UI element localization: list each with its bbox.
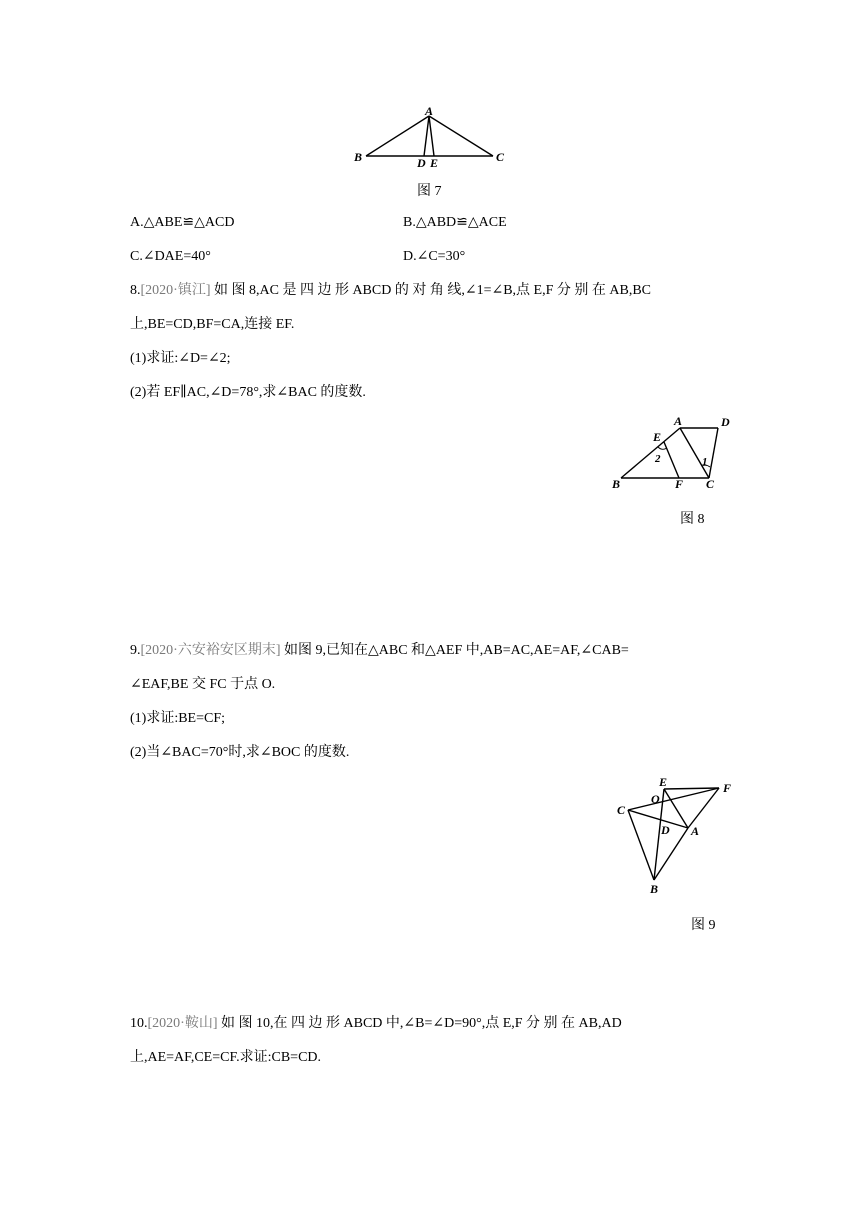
q9-line-2: ∠EAF,BE 交 FC 于点 O. xyxy=(130,677,276,692)
q10-line-2: 上,AE=AF,CE=CF.求证:CB=CD. xyxy=(130,1050,322,1065)
q8-line-1 xyxy=(130,281,651,301)
fig9-label-e: E xyxy=(659,775,668,789)
fig7-label-e: E xyxy=(430,156,439,170)
figure-7-caption: 图 7 xyxy=(417,184,442,199)
fig8-angle-1: 1 xyxy=(702,456,708,468)
fig8-label-f: F xyxy=(675,477,684,491)
fig8-label-a: A xyxy=(674,414,683,428)
q10-line-1 xyxy=(130,1014,622,1034)
q9-line-1 xyxy=(130,641,629,661)
option-a: A.△ABE≌△ACD xyxy=(130,215,235,230)
fig9-label-a: A xyxy=(691,824,700,838)
q8-part-1: (1)求证:∠D=∠2; xyxy=(130,351,231,366)
fig7-label-b: B xyxy=(354,150,363,164)
figure-8 xyxy=(606,412,746,494)
figure-9 xyxy=(606,772,746,898)
fig9-label-o: O xyxy=(651,792,660,806)
fig7-label-c: C xyxy=(496,150,505,164)
q9-number: 9. xyxy=(130,643,141,658)
fig8-label-c: C xyxy=(706,477,715,491)
q8-source: [2020·镇江] xyxy=(140,283,211,298)
q10-number: 10. xyxy=(130,1016,148,1031)
q8-number: 8. xyxy=(130,283,141,298)
fig9-label-f: F xyxy=(723,781,732,795)
fig9-label-c: C xyxy=(617,803,626,817)
figure-7 xyxy=(350,104,520,174)
fig7-label-d: D xyxy=(417,156,426,170)
q8-part-2: (2)若 EF∥AC,∠D=78°,求∠BAC 的度数. xyxy=(130,385,366,400)
fig8-label-d: D xyxy=(721,415,730,429)
fig9-label-b: B xyxy=(650,882,659,896)
fig8-angle-2: 2 xyxy=(655,453,661,465)
fig8-label-e: E xyxy=(653,430,662,444)
q9-part-1: (1)求证:BE=CF; xyxy=(130,711,226,726)
option-d: D.∠C=30° xyxy=(403,249,466,264)
fig7-label-a: A xyxy=(425,104,434,118)
q8-text-1: 如 图 8,AC 是 四 边 形 ABCD 的 对 角 线,∠1=∠B,点 E,F 分 别 在 AB,BC xyxy=(210,283,652,298)
option-b: B.△ABD≌△ACE xyxy=(403,215,507,230)
fig8-label-b: B xyxy=(612,477,621,491)
fig9-label-d: D xyxy=(661,823,670,837)
q10-source: [2020·鞍山] xyxy=(147,1016,218,1031)
option-c: C.∠DAE=40° xyxy=(130,249,211,264)
figure-8-caption: 图 8 xyxy=(680,512,705,527)
q9-part-2: (2)当∠BAC=70°时,求∠BOC 的度数. xyxy=(130,745,350,760)
q9-source: [2020·六安裕安区期末] xyxy=(140,643,281,658)
q10-text-1: 如 图 10,在 四 边 形 ABCD 中,∠B=∠D=90°,点 E,F 分 别 在 AB,AD xyxy=(217,1016,622,1031)
q8-line-2: 上,BE=CD,BF=CA,连接 EF. xyxy=(130,317,295,332)
figure-9-caption: 图 9 xyxy=(691,918,716,933)
q9-text-1: 如图 9,已知在△ABC 和△AEF 中,AB=AC,AE=AF,∠CAB= xyxy=(280,643,629,658)
